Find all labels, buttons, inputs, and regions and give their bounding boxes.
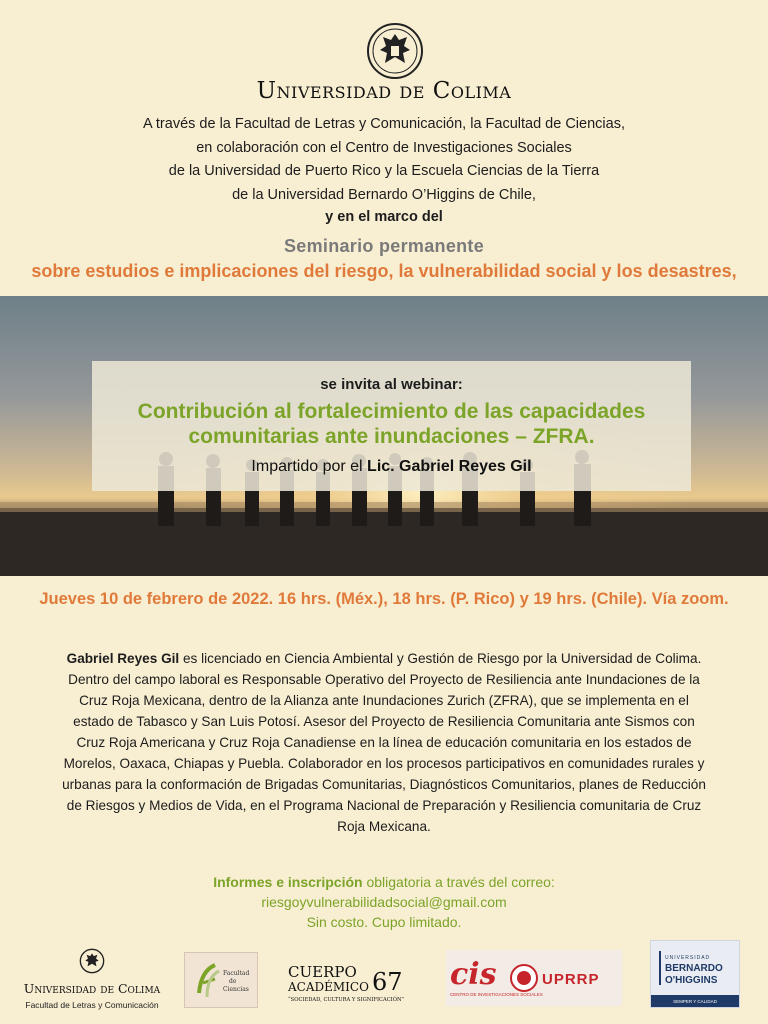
ca-line1: CUERPO	[288, 963, 357, 981]
ubo-small: UNIVERSIDAD	[665, 955, 711, 961]
ubo-line2: O'HIGGINS	[665, 975, 718, 986]
webinar-title	[92, 399, 691, 449]
invite-label: se invita al webinar:	[320, 376, 463, 393]
logo-cis-uprrp	[446, 950, 622, 1006]
logo-facultad-ciencias	[184, 952, 258, 1008]
intro-line: de la Universidad Bernardo O’Higgins de Chile,	[232, 186, 536, 203]
cis-uprrp-logo-icon	[446, 950, 622, 1006]
cuerpo-academico-logo-icon	[286, 962, 416, 1004]
ca-number: 67	[372, 968, 403, 996]
upr-text: UPRRP	[542, 971, 600, 988]
cis-text: cis	[450, 957, 497, 992]
event-date: Jueves 10 de febrero de 2022. 16 hrs. (Méx.), 18 hrs. (P. Rico) y 19 hrs. (Chile). Vía zoom.	[39, 590, 729, 608]
facultad-ciencias-logo-icon	[185, 953, 257, 1007]
bio-name: Gabriel Reyes Gil	[66, 651, 180, 666]
speaker-bio	[58, 648, 710, 837]
invite-box	[92, 361, 691, 491]
logo-uc-name: Universidad de Colima	[23, 981, 161, 996]
bio-text: es licenciado en Ciencia Ambiental y Gestión de Riesgo por la Universidad de Colima. Dentro del campo laboral es Responsable Operativo del Proyecto de Resiliencia ante Inundaciones de la Cruz Roja Mexicana, dentro de la Alianza ante Inundaciones Zurich (ZFRA), que se implementa en el estado de Tabasco y San Luis Potosí. Asesor del Proyecto de Resiliencia Comunitaria ante Sismos con Cruz Roja Americana y Cruz Roja Canadiense en la línea de educación comunitaria en los estados de Morelos, Oaxaca, Chiapas y Puebla. Colaborador en los procesos participativos en comunidades rurales y urbanas para la conformación de Brigadas Comunitarias, Diagnósticos Comunitarios, planes de Reducción de Riesgos y Medios de Vida, en el Programa Nacional de Preparación y Resiliencia comunitaria de Cruz Roja Mexicana.	[62, 651, 706, 834]
ca-motto: “SOCIEDAD, CULTURA Y SIGNIFICACIÓN”	[288, 997, 405, 1003]
registration-label-bold: Informes e inscripción	[213, 874, 363, 890]
marco-line: y en el marco del	[325, 209, 443, 225]
seminar-title: Seminario permanente	[283, 236, 485, 256]
speaker-name: Lic. Gabriel Reyes Gil	[367, 458, 532, 475]
webinar-title-line: Contribución al fortalecimiento de las capacidades	[137, 400, 646, 423]
intro-line: en colaboración con el Centro de Investigaciones Sociales	[196, 139, 572, 156]
speaker-prefix: Impartido por el	[251, 458, 363, 475]
logo-bernardo-ohiggins	[650, 940, 740, 1008]
ubo-tag: SEMPER Y CALIDAD	[673, 999, 717, 1004]
registration-note: Sin costo. Cupo limitado.	[306, 914, 462, 930]
registration-label	[0, 872, 768, 892]
university-seal-icon	[366, 22, 424, 80]
webinar-title-line: comunitarias ante inundaciones – ZFRA.	[188, 425, 595, 448]
intro-text	[60, 113, 708, 207]
speaker-line	[92, 458, 691, 476]
cis-sub: CENTRO DE INVESTIGACIONES SOCIALES	[450, 992, 543, 997]
registration-label-rest: obligatoria a través del correo:	[366, 874, 555, 890]
seminar-subtitle: sobre estudios e implicaciones del riesgo, la vulnerabilidad social y los desastres,	[31, 261, 737, 281]
registration-email[interactable]: riesgoyvulnerabilidadsocial@gmail.com	[261, 894, 507, 910]
university-name: Universidad de Colima	[256, 78, 512, 104]
ca-line2: ACADÉMICO	[288, 980, 369, 994]
fc-text: de	[229, 978, 237, 985]
logo-uc-sub: Facultad de Letras y Comunicación	[25, 1000, 159, 1010]
university-seal-small-icon	[79, 948, 105, 974]
fc-text: Ciencias	[223, 986, 249, 993]
intro-line: de la Universidad de Puerto Rico y la Escuela Ciencias de la Tierra	[168, 163, 600, 179]
logo-cuerpo-academico	[286, 962, 416, 1004]
logo-universidad-colima	[22, 948, 162, 1010]
fc-text: Facultad	[223, 970, 250, 977]
registration-info	[0, 872, 768, 932]
ubo-logo-icon	[651, 941, 739, 1007]
intro-line: A través de la Facultad de Letras y Comunicación, la Facultad de Ciencias,	[143, 116, 625, 132]
ubo-line1: BERNARDO	[665, 963, 723, 974]
